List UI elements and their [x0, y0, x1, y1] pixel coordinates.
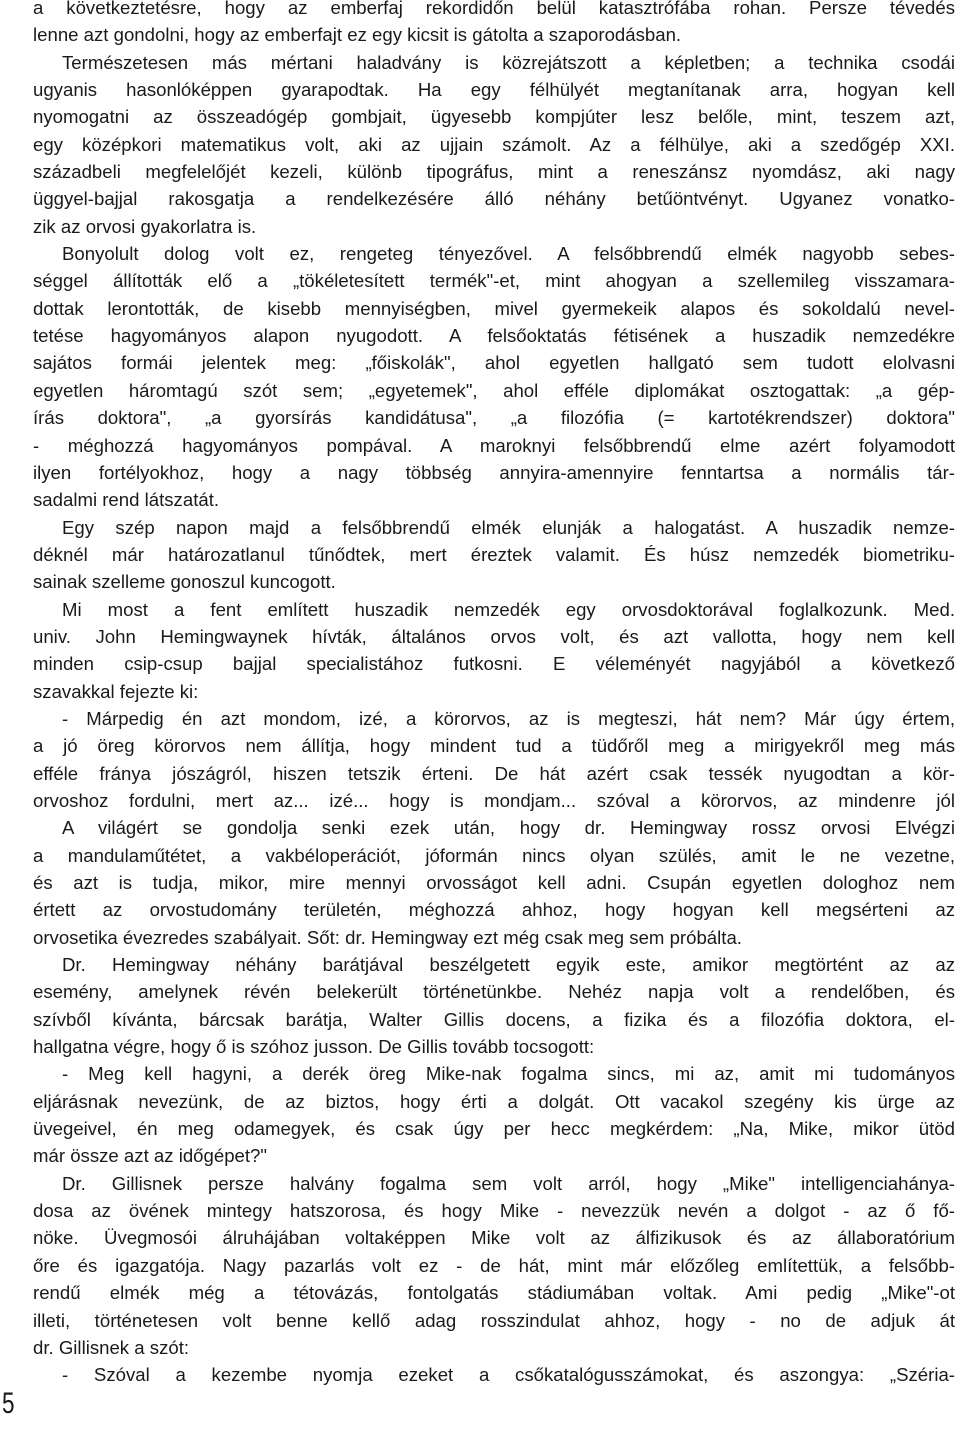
text-line: írás doktora", „a gyorsírás kandidátusa", „a filozófia (= kartotékrendszer) doktora": [33, 407, 955, 429]
text-line: déknél már határozatlanul tűnődtek, mert éreztek valamit. És húsz nemzedék biometriku-: [33, 543, 955, 565]
text-line: rendű elmék még a tétovázás, fontolgatás stádiumában voltak. Ami pedig „Mike"-ot: [33, 1282, 955, 1304]
text-line: eljárásnak nevezünk, de az biztos, hogy érti a dolgát. Ott vacakol szegény kis ürge az: [33, 1090, 955, 1112]
text-line: Bonyolult dolog volt ez, rengeteg tényezővel. A felsőbbrendű elmék nagyobb sebes-: [62, 243, 955, 265]
text-line: Dr. Gillisnek persze halvány fogalma sem volt arról, hogy „Mike" intelligenciahánya-: [62, 1172, 955, 1194]
text-line: és azt is tudja, mikor, mire mennyi orvosságot kell adni. Csupán egyetlen dologhoz nem: [33, 872, 955, 893]
text-line: századbeli megfelelőjét kezeli, különb tipográfus, mint a reneszánsz nyomdász, aki nagy: [33, 161, 955, 183]
text-line: univ. John Hemingwaynek hívták, általános orvos volt, és azt vallotta, hogy nem kell: [33, 625, 955, 647]
text-line: hallgatna végre, hogy ő is szóhoz jusson. De Gillis tovább tocsogott:: [33, 1036, 595, 1058]
text-line: sajátos formái jelentek meg: „főiskolák", ahol egyetlen hallgató sem tudott elolvasni: [33, 352, 955, 374]
text-line: a következtetésre, hogy az emberfaj rekordidőn belül katasztrófába rohan. Persze tévedés: [33, 0, 955, 18]
text-line: séggel állították elő a „tökéletesített termék"-et, mint ahogyan a szellemileg visszamara-: [33, 270, 955, 292]
text-line: - méghozzá hagyományos pompával. A maroknyi felsőbbrendű elme azért folyamodott: [33, 434, 955, 456]
text-line: üvegeivel, én meg odamegyek, és csak úgy per hecc megkérdem: „Na, Mike, mikor ütöd: [33, 1118, 955, 1140]
text-line: efféle fránya jószágról, hiszen tetszik érteni. De hát azért csak tessék nyugodtan a kör-: [33, 762, 955, 784]
text-line: orvoshoz fordulni, mert az... izé... hogy is mondjam... szóval a körorvos, az mindenre jól: [33, 789, 955, 811]
text-line: dottak lerontották, de kisebb mennyiségben, mivel gyermekeik alapos és sokoldalú nevel-: [33, 297, 955, 319]
text-line: egy középkori matematikus volt, aki az ujjain számolt. Az a félhülye, aki a szedőgép XXI.: [33, 133, 955, 155]
text-line: szavakkal fejezte ki:: [33, 680, 199, 702]
text-line: őre és igazgatója. Nagy pazarlás volt ez - de hát, mint már előzőleg említettük, a felsőbb-: [33, 1254, 955, 1276]
body-text: [33, 0, 955, 1389]
text-line: tetése hagyományos alapon nyugodott. A felsőoktatás fétisének a huszadik nemzedékre: [33, 325, 955, 347]
text-line: nöke. Üvegmosói álruhájában voltaképpen Mike volt az álfizikusok és az állaboratórium: [33, 1227, 955, 1249]
text-line: sadalmi rend látszatát.: [33, 489, 220, 511]
text-line: zik az orvosi gyakorlatra is.: [33, 215, 257, 237]
text-line: Egy szép napon majd a felsőbbrendű elmék elunják a halogatást. A huszadik nemze-: [62, 516, 955, 538]
text-line: ilyen fortélyokhoz, hogy a nagy többség annyira-amennyire fenntartsa a normális tár-: [33, 461, 955, 483]
text-line: minden csip-csup bajjal specialistához futkosni. E véleményét nagyjából a következő: [33, 653, 955, 675]
text-line: lenne azt gondolni, hogy az emberfajt ez egy kicsit is gátolta a szaporodásban.: [33, 24, 682, 46]
text-line: dosa az övének mintegy hatszorosa, és hogy Mike - nevezzük nevén a dolgot - az ő fő-: [33, 1200, 955, 1222]
text-line: egyetlen háromtagú szót sem; „egyetemek", ahol efféle diplomákat osztogattak: „a gép-: [33, 379, 955, 401]
text-line: nyomogatni az összeadógép gombjait, ügyesebb kompjúter lesz belőle, mint, teszem azt,: [33, 106, 955, 128]
text-line: értett az orvostudomány területén, méghozzá ahhoz, hogy hogyan kell megsérteni az: [33, 899, 955, 921]
text-line: dr. Gillisnek a szót:: [33, 1336, 190, 1358]
text-line: Mi most a fent említett huszadik nemzedék egy orvosdoktorával foglalkozunk. Med.: [62, 598, 955, 620]
text-line: ugyanis hasonlóképpen gyarapodtak. Ha egy félhülyét megtanítanak arra, hogyan kell: [33, 79, 955, 101]
text-line: a jó öreg körorvos nem állítja, hogy mindent tud a tüdőről meg a mirigyekről meg más: [33, 735, 955, 757]
text-line: Természetesen más mértani haladvány is közrejátszott a képletben; a technika csodái: [62, 51, 955, 73]
text-line: a mandulaműtétet, a vakbéloperációt, jóformán nincs olyan szülés, amit le ne vezetne,: [33, 844, 955, 866]
text-line: - Meg kell hagyni, a derék öreg Mike-nak fogalma sincs, mi az, amit mi tudományos: [62, 1063, 955, 1085]
text-line: sainak szelleme gonoszul kuncogott.: [33, 571, 336, 593]
text-line: esemény, amelynek révén belekerült történetünkbe. Nehéz napja volt a rendelőben, és: [33, 981, 955, 1003]
text-line: - Márpedig én azt mondom, izé, a körorvos, az is megteszi, hát nem? Már úgy értem,: [62, 707, 955, 729]
text-line: szívből kívánta, bárcsak barátja, Walter Gillis docens, a fizika és a filozófia doktora, el-: [33, 1008, 955, 1030]
text-line: már össze azt az időgépet?": [33, 1145, 267, 1167]
text-line: Dr. Hemingway néhány barátjával beszélgetett egyik este, amikor megtörtént az az: [62, 954, 955, 976]
text-line: A világért se gondolja senki ezek után, hogy dr. Hemingway rossz orvosi Elvégzi: [62, 817, 955, 839]
text-line: - Szóval a kezembe nyomja ezeket a csőkatalógusszámokat, és aszongya: „Széria-: [62, 1364, 955, 1386]
text-line: orvosetika évezredes szabályait. Sőt: dr. Hemingway ezt még csak meg sem próbálta.: [33, 926, 742, 948]
page-number: 5: [2, 1387, 15, 1420]
text-line: üggyel-bajjal rakosgatja a rendelkezésére álló néhány betűöntvényt. Ugyanez vonatko-: [33, 188, 955, 210]
text-line: illeti, történetesen volt benne kellő adag rosszindulat ahhoz, hogy - no de adjuk át: [33, 1309, 955, 1331]
